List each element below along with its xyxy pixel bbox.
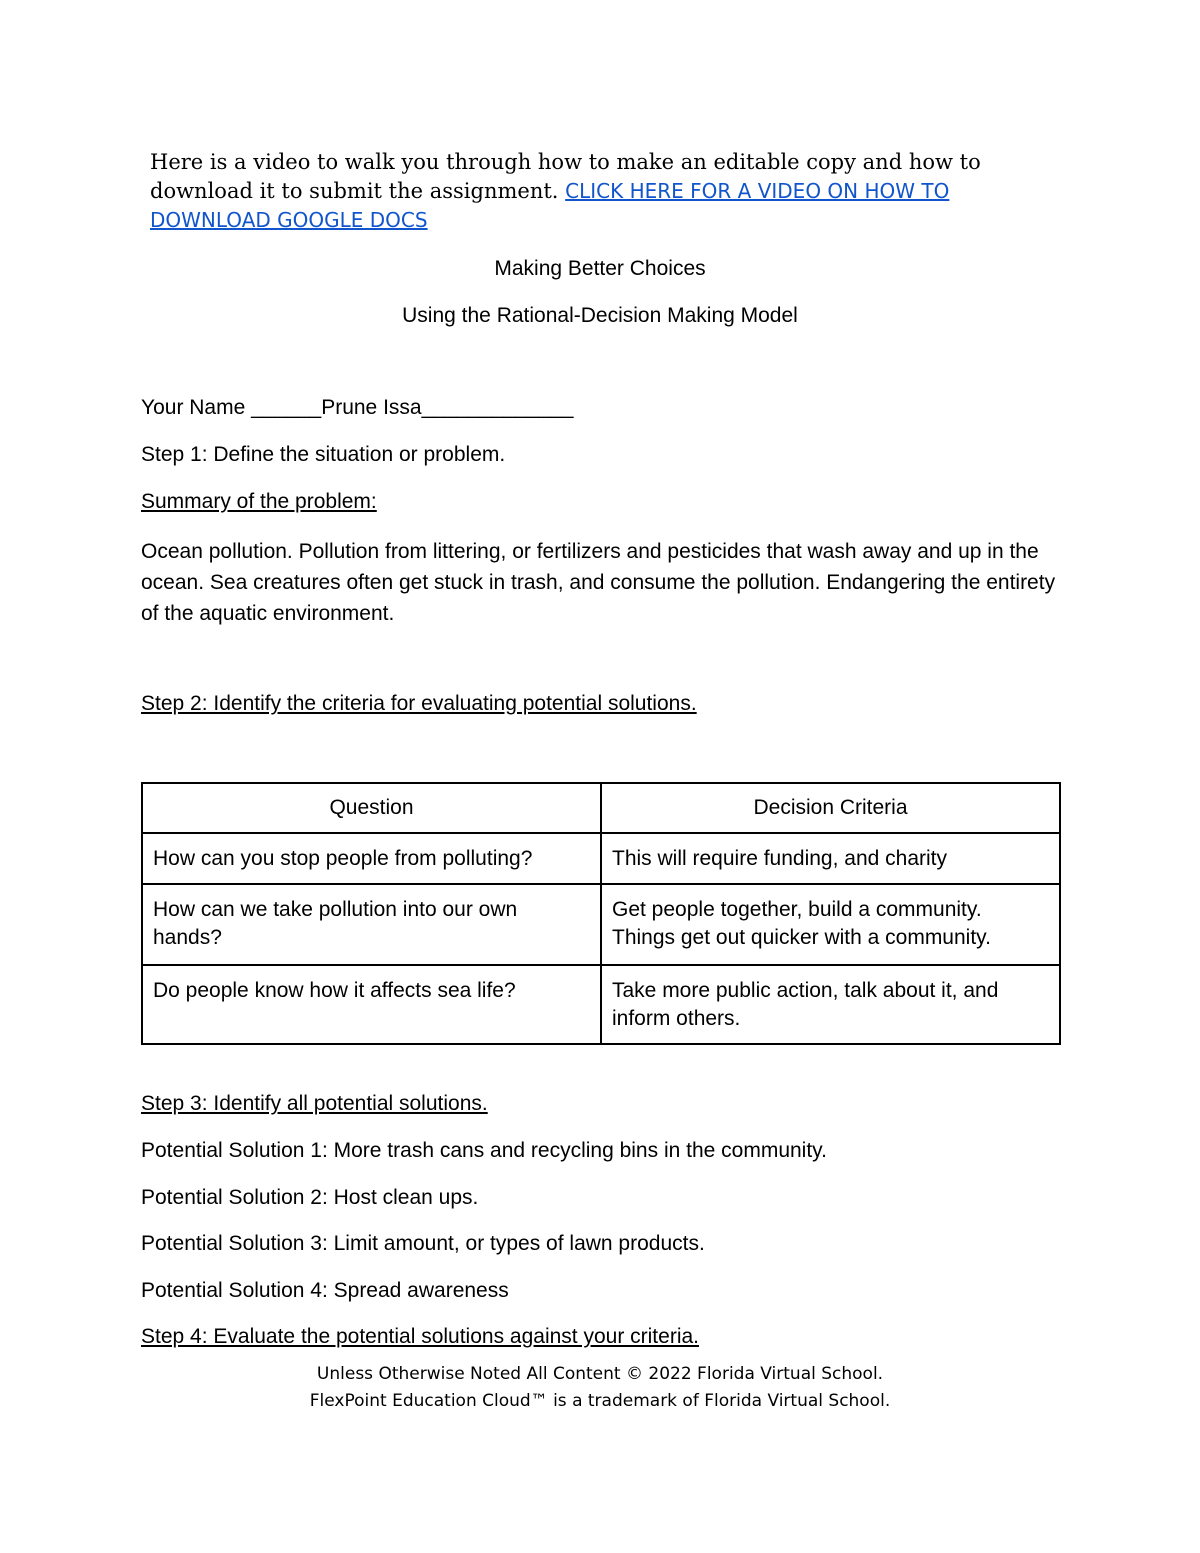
page-title: Making Better Choices [494,257,706,280]
solution-1: Potential Solution 1: More trash cans and recycling bins in the community. [141,1139,827,1162]
step1-heading: Step 1: Define the situation or problem. [141,443,506,466]
criteria-table [141,782,1061,1045]
table-row [142,884,1060,965]
footer-trademark: FlexPoint Education Cloud™ is a trademark of Florida Virtual School. [309,1391,891,1411]
table-header-row [142,783,1060,833]
page-subtitle: Using the Rational-Decision Making Model [402,304,798,327]
intro-paragraph [150,148,1050,235]
video-link[interactable]: CLICK HERE FOR A VIDEO ON HOW TO DOWNLOAD GOOGLE DOCS [150,179,950,232]
table-cell: Do people know how it affects sea life? [142,965,601,1044]
step3-heading: Step 3: Identify all potential solutions. [141,1092,488,1115]
table-cell: Get people together, build a community. Things get out quicker with a community. [601,884,1060,965]
table-cell: This will require funding, and charity [601,833,1060,884]
table-cell: How can we take pollution into our own hands? [142,884,601,965]
intro-text: Here is a video to walk you through how to make an editable copy and how to download it to submit the assignment. [150,150,981,203]
step4-heading: Step 4: Evaluate the potential solutions against your criteria. [141,1325,699,1348]
step2-heading: Step 2: Identify the criteria for evaluating potential solutions. [141,692,697,715]
solution-2: Potential Solution 2: Host clean ups. [141,1186,479,1209]
summary-label: Summary of the problem: [141,490,377,513]
footer-copyright: Unless Otherwise Noted All Content © 2022 Florida Virtual School. [316,1364,884,1384]
solution-4: Potential Solution 4: Spread awareness [141,1279,509,1302]
table-cell: How can you stop people from polluting? [142,833,601,884]
table-cell: Take more public action, talk about it, and inform others. [601,965,1060,1044]
table-row [142,965,1060,1044]
solution-3: Potential Solution 3: Limit amount, or types of lawn products. [141,1232,705,1255]
table-header-criteria: Decision Criteria [601,783,1060,833]
name-line: Your Name ______Prune Issa_____________ [141,396,574,419]
table-row [142,833,1060,884]
table-header-question: Question [142,783,601,833]
summary-text: Ocean pollution. Pollution from littering, or fertilizers and pesticides that wash away and up in the ocean. Sea creatures often get stuck in trash, and consume the pollution. Endangering the entirety of the aquatic environment. [141,540,1056,625]
